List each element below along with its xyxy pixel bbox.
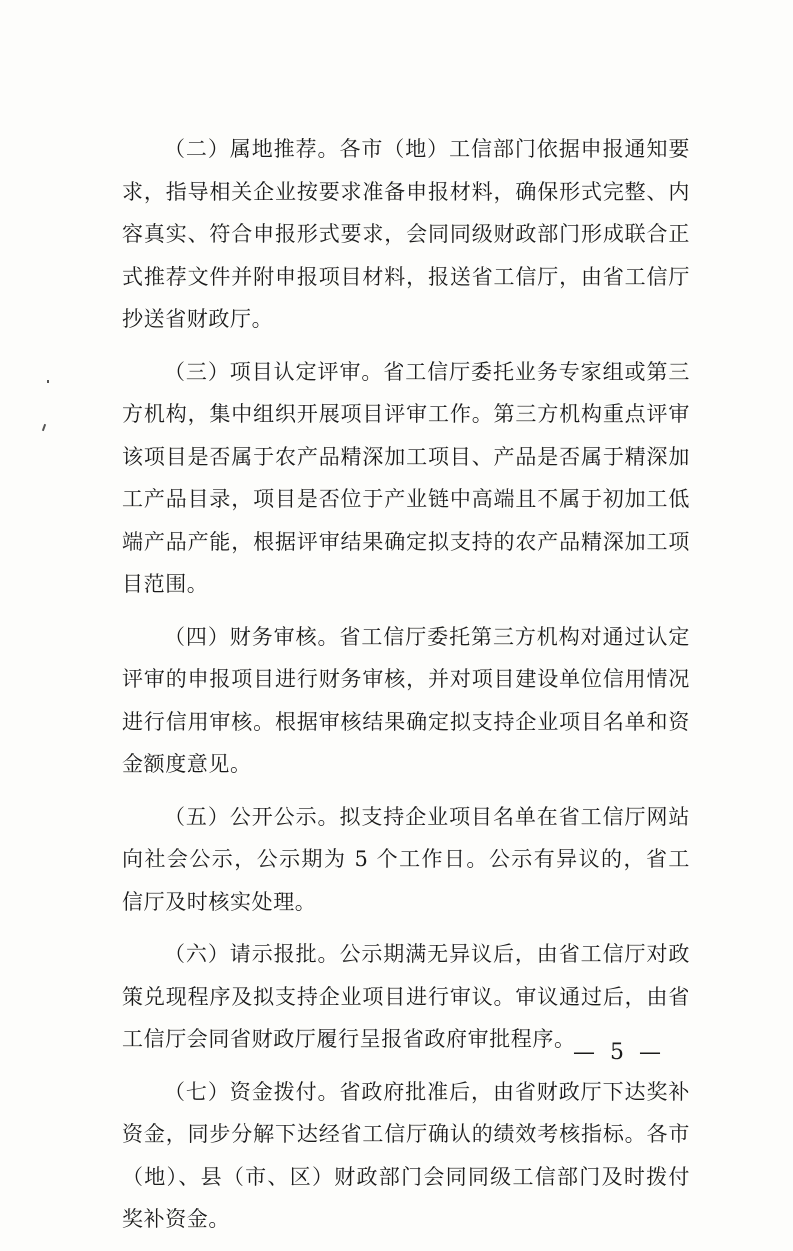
- paragraph-heading: （七）资金拨付。: [164, 1079, 340, 1104]
- paragraph-heading: （五）公开公示。: [164, 804, 340, 829]
- paragraph-heading: （四）财务审核。: [164, 624, 340, 649]
- paragraph-text: 各市（地）工信部门依据申报通知要求，指导相关企业按要求准备申报材料，确保形式完整、内容真实、符合申报形式要求，会同同级财政部门形成联合正式推荐文件并附申报项目材料，报送省工信厅，由省工信厅抄送省财政厅。: [122, 137, 690, 331]
- paragraph-local-recommendation: [122, 128, 690, 341]
- page-number: — 5 —: [573, 1040, 665, 1065]
- paragraph-heading: （六）请示报批。: [164, 942, 340, 966]
- scan-speck: [47, 380, 49, 383]
- paragraph-text: 省工信厅委托业务专家组或第三方机构，集中组织开展项目评审工作。第三方机构重点评审该项目是否属于农产品精深加工项目、产品是否属于精深加工产品目录，项目是否位于产业链中高端且不属于初加工低端产品产能，根据评审结果确定拟支持的农产品精深加工项目范围。: [122, 359, 691, 596]
- paragraph-fund-disbursement: [122, 1071, 690, 1241]
- paragraph-project-review: [122, 351, 690, 606]
- paragraph-heading: （二）属地推荐。: [164, 137, 340, 161]
- paragraph-text: 省工信厅委托第三方机构对通过认定评审的申报项目进行财务审核，并对项目建设单位信用情况进行信用审核。根据审核结果确定拟支持企业项目名单和资金额度意见。: [122, 624, 690, 776]
- paragraph-financial-audit: [122, 616, 690, 786]
- paragraph-text: 省政府批准后，由省财政厅下达奖补资金，同步分解下达经省工信厅确认的绩效考核指标。各市（地）、县（市、区）财政部门会同同级工信部门及时拨付奖补资金。: [122, 1079, 690, 1231]
- paragraph-heading: （三）项目认定评审。: [164, 359, 384, 384]
- paragraph-text: 拟支持企业项目名单在省工信厅网站向社会公示，公示期为 5 个工作日。公示有异议的，省工信厅及时核实处理。: [122, 804, 690, 914]
- paragraph-text: 公示期满无异议后，由省工信厅对政策兑现程序及拟支持企业项目进行审议。审议通过后，由省工信厅会同省财政厅履行呈报省政府审批程序。: [122, 942, 690, 1051]
- paragraph-public-notice: [122, 796, 690, 924]
- document-body: [122, 128, 690, 1251]
- scan-speck: [42, 424, 46, 431]
